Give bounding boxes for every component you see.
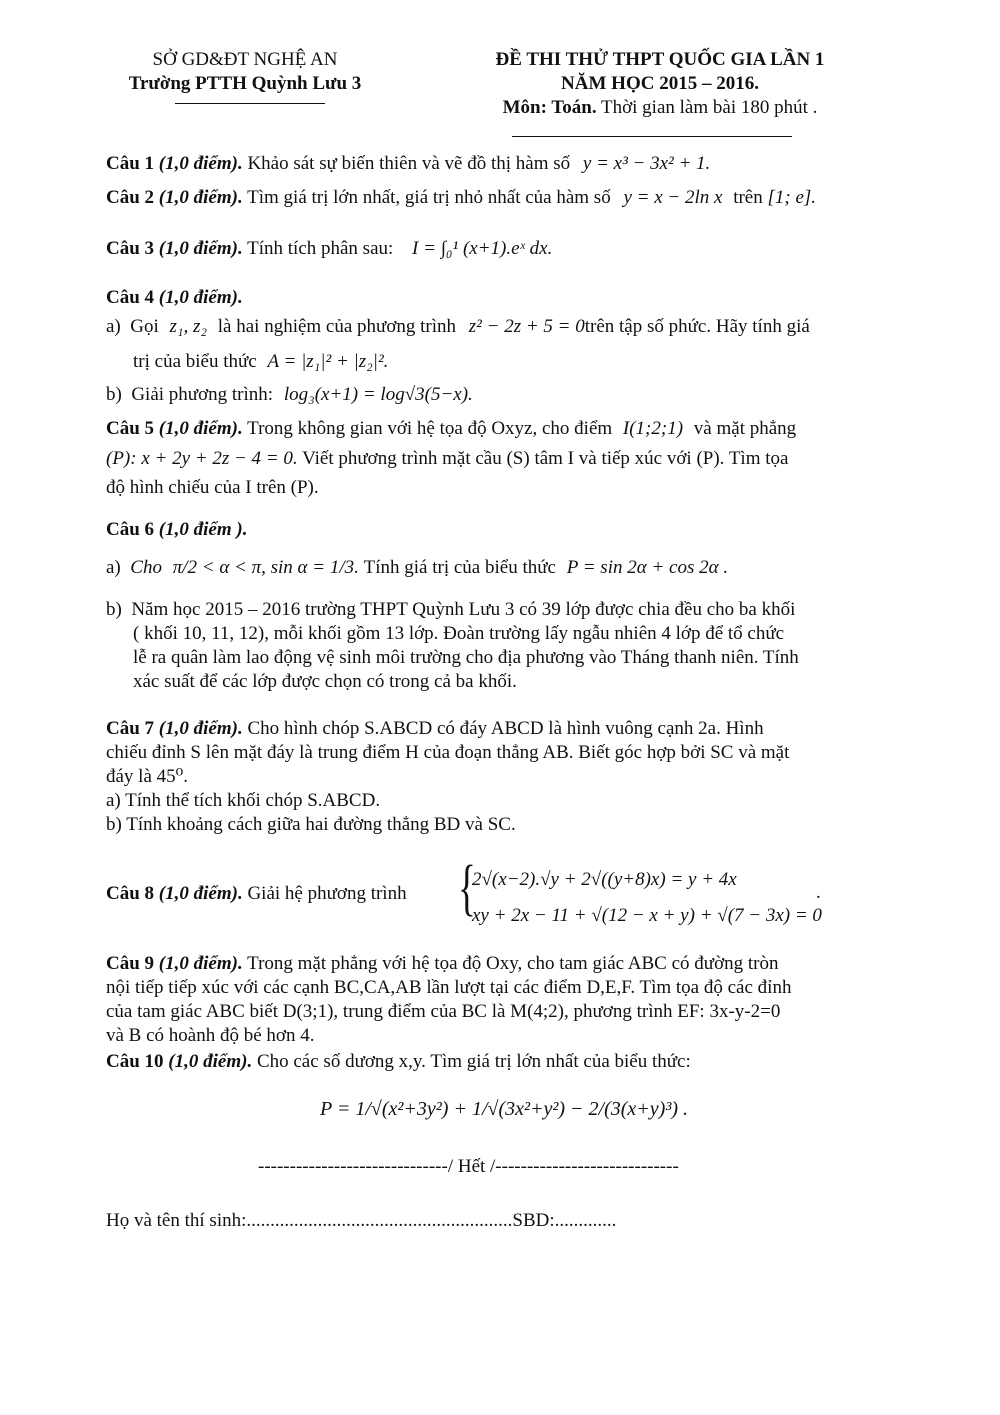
question-3 (106, 237, 552, 261)
question-10 (106, 1050, 691, 1074)
interval: [1; e]. (767, 187, 817, 208)
integral-formula: I = ∫₀¹ (x+1).eˣ dx. (412, 238, 553, 259)
school-name: Trường PTTH Quỳnh Lưu 3 (128, 73, 362, 94)
question-points: (1,0 điểm). (158, 883, 243, 904)
question-line: đáy là 45⁰. (106, 766, 189, 787)
question-4a (106, 315, 906, 339)
system-equations (472, 862, 822, 934)
question-text: độ hình chiếu của I trên (P). (106, 477, 319, 498)
part-text: trên tập số phức. Hãy tính giá (584, 316, 810, 337)
question-6 (106, 518, 247, 542)
point-i: I(1;2;1) (622, 418, 684, 439)
end-marker: ------------------------------/ Hết /----------------------------- (258, 1156, 679, 1177)
question-label: Câu 9 (106, 953, 155, 974)
function-formula: y = x − 2ln x (623, 187, 723, 208)
candidate-info-line: Họ và tên thí sinh:........................................................SBD:............. (106, 1210, 617, 1231)
part-text: Gọi (130, 316, 159, 337)
question-line: nội tiếp tiếp xúc với các cạnh BC,CA,AB lần lượt tại các điểm D,E,F. Tìm tọa độ các đỉnh (106, 977, 792, 998)
time-text: Thời gian làm bài 180 phút . (601, 97, 818, 118)
question-points: (1,0 điểm). (168, 1051, 253, 1072)
expression: P = sin 2α + cos 2α . (566, 557, 729, 578)
question-text: Viết phương trình mặt cầu (S) tâm I và tiếp xúc với (P). Tìm tọa (302, 448, 789, 469)
part-prefix: a) (106, 557, 121, 578)
question-5 (106, 417, 906, 500)
question-8 (106, 882, 407, 906)
school-underline (175, 103, 325, 104)
question-points: (1,0 điểm). (158, 287, 243, 308)
question-points: (1,0 điểm ). (158, 519, 248, 540)
question-9 (106, 952, 906, 1048)
exam-title: ĐỀ THI THỬ THPT QUỐC GIA LẦN 1 (495, 49, 825, 70)
angle-condition: π/2 < α < π, sin α = 1/3. (172, 557, 359, 578)
question-6b (106, 598, 906, 694)
question-4b (106, 383, 473, 407)
question-line (106, 952, 906, 976)
question-2 (106, 186, 816, 210)
max-expression: P = 1/√(x²+3y²) + 1/√(3x²+y²) − 2/(3(x+y)³) . (320, 1098, 688, 1120)
subject-label: Môn: Toán. (502, 97, 597, 118)
question-line (106, 447, 906, 471)
question-4a-line2 (133, 350, 388, 374)
part-b: b) Tính khoảng cách giữa hai đường thẳng BD và SC. (106, 814, 516, 835)
plane-equation: (P): x + 2y + 2z − 4 = 0. (106, 448, 298, 469)
question-line (106, 417, 906, 441)
log-equation: log₃(x+1) = log√3(5−x). (283, 384, 473, 405)
exam-header (440, 48, 880, 120)
subject-line (440, 96, 880, 120)
part-a: a) Tính thể tích khối chóp S.ABCD. (106, 790, 381, 811)
system-brace: { (457, 854, 476, 922)
roots: z₁, z₂ (169, 316, 208, 337)
question-label: Câu 5 (106, 418, 155, 439)
part-text: là hai nghiệm của phương trình (217, 316, 457, 337)
part-text: Năm học 2015 – 2016 trường THPT Quỳnh Lưu 3 có 39 lớp được chia đều cho ba khối (131, 599, 796, 620)
school-header (100, 48, 390, 96)
question-text: Tính tích phân sau: (247, 238, 394, 259)
question-label: Câu 2 (106, 187, 155, 208)
question-label: Câu 1 (106, 153, 155, 174)
part-text: Tính giá trị của biểu thức (363, 557, 556, 578)
question-label: Câu 6 (106, 519, 155, 540)
part-line: xác suất để các lớp được chọn có trong cả ba khối. (133, 671, 517, 692)
question-line (106, 717, 906, 741)
cho-word: Cho (130, 557, 162, 578)
question-text: Khảo sát sự biến thiên và vẽ đồ thị hàm số (247, 153, 571, 174)
school-year: NĂM HỌC 2015 – 2016. (561, 73, 759, 94)
part-line: lễ ra quân làm lao động vệ sinh môi trường cho địa phương vào Tháng thanh niên. Tính (133, 647, 799, 668)
question-label: Câu 7 (106, 718, 155, 739)
question-text: Cho hình chóp S.ABCD có đáy ABCD là hình vuông cạnh 2a. Hình (247, 718, 764, 739)
expression: A = |z₁|² + |z₂|². (267, 351, 389, 372)
equation-2: xy + 2x − 11 + √(12 − x + y) + √(7 − 3x) = 0 (472, 905, 822, 926)
question-points: (1,0 điểm). (158, 953, 243, 974)
question-text: Tìm giá trị lớn nhất, giá trị nhỏ nhất của hàm số (247, 187, 611, 208)
complex-equation: z² − 2z + 5 = 0 (468, 316, 585, 337)
question-points: (1,0 điểm). (158, 187, 243, 208)
question-label: Câu 4 (106, 287, 155, 308)
part-text: trị của biểu thức (133, 351, 257, 372)
question-text: Cho các số dương x,y. Tìm giá trị lớn nhất của biểu thức: (256, 1051, 691, 1072)
question-1 (106, 152, 710, 176)
part-text: Giải phương trình: (131, 384, 274, 405)
question-label: Câu 10 (106, 1051, 164, 1072)
question-7 (106, 717, 906, 837)
part-line (106, 598, 906, 622)
part-prefix: b) (106, 599, 122, 620)
question-points: (1,0 điểm). (158, 418, 243, 439)
department-name: SỞ GD&ĐT NGHỆ AN (152, 49, 338, 70)
question-text: Trong mặt phẳng với hệ tọa độ Oxy, cho tam giác ABC có đường tròn (247, 953, 779, 974)
question-text: Giải hệ phương trình (247, 883, 407, 904)
part-prefix: b) (106, 384, 122, 405)
question-6a (106, 556, 728, 580)
question-line: chiếu đỉnh S lên mặt đáy là trung điểm H của đoạn thẳng AB. Biết góc hợp bởi SC và mặt (106, 742, 790, 763)
question-points: (1,0 điểm). (158, 153, 243, 174)
question-points: (1,0 điểm). (158, 238, 243, 259)
question-label: Câu 3 (106, 238, 155, 259)
exam-underline (512, 136, 792, 137)
question-line: của tam giác ABC biết D(3;1), trung điểm của BC là M(4;2), phương trình EF: 3x-y-2=0 (106, 1001, 781, 1022)
question-tail: trên (733, 187, 763, 208)
question-4 (106, 286, 243, 310)
part-prefix: a) (106, 316, 121, 337)
question-text: và mặt phẳng (693, 418, 797, 439)
question-points: (1,0 điểm). (158, 718, 243, 739)
part-line: ( khối 10, 11, 12), mỗi khối gồm 13 lớp. Đoàn trường lấy ngẫu nhiên 4 lớp để tổ chức (133, 623, 785, 644)
equation-1: 2√(x−2).√y + 2√((y+8)x) = y + 4x (472, 869, 737, 890)
question-line: và B có hoành độ bé hơn 4. (106, 1025, 315, 1046)
system-period: . (816, 882, 821, 903)
question-text: Trong không gian với hệ tọa độ Oxyz, cho điểm (247, 418, 613, 439)
question-label: Câu 8 (106, 883, 155, 904)
function-formula: y = x³ − 3x² + 1. (582, 153, 711, 174)
